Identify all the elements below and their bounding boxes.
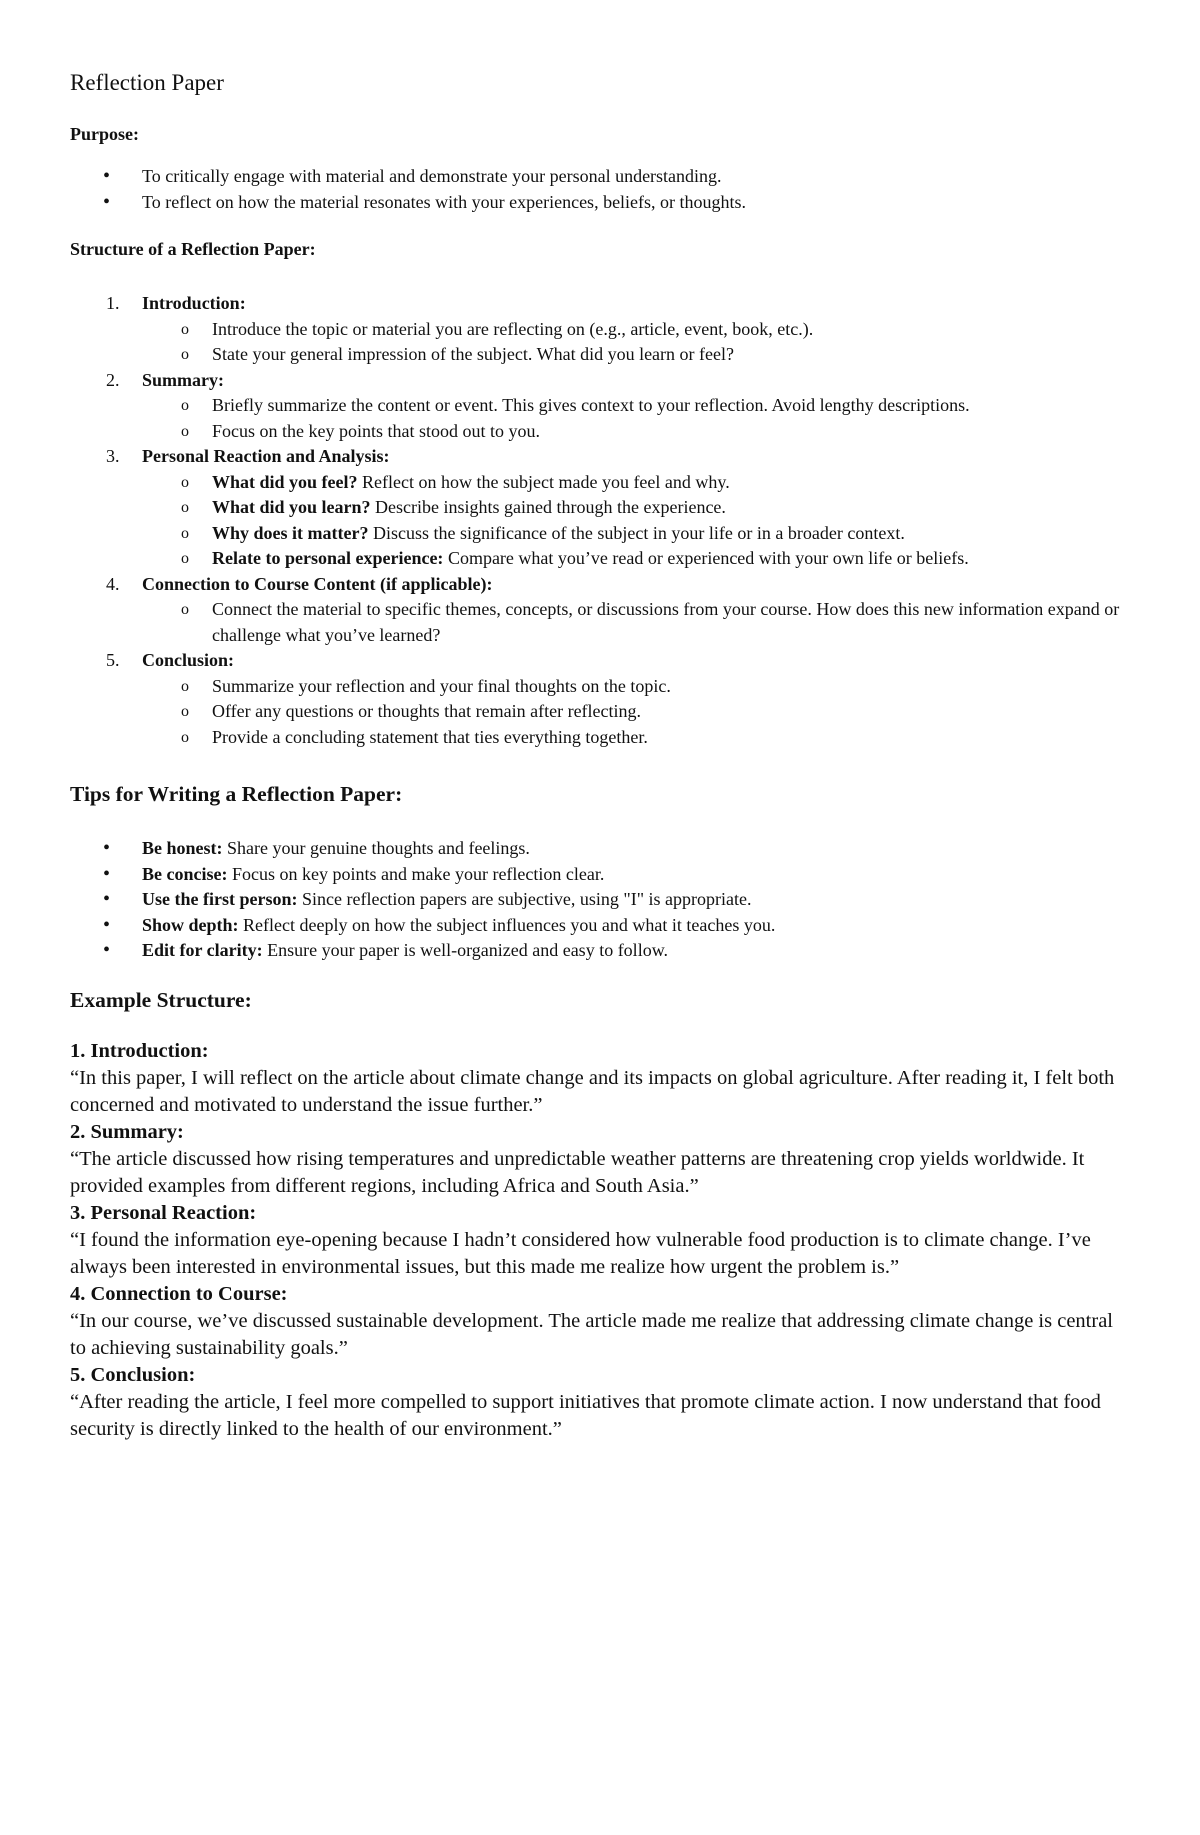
example-section-title: 2. Summary: bbox=[70, 1120, 184, 1143]
step-item bbox=[142, 317, 1130, 343]
example-section-title: 4. Connection to Course: bbox=[70, 1282, 288, 1305]
example-section-title: 1. Introduction: bbox=[70, 1039, 209, 1062]
step-title: Personal Reaction and Analysis: bbox=[142, 446, 390, 466]
step-title: Connection to Course Content (if applicable): bbox=[142, 573, 493, 594]
step-items bbox=[142, 393, 1130, 444]
step-item-text: Summarize your reflection and your final thoughts on the topic. bbox=[212, 675, 671, 696]
step-item-text: Discuss the significance of the subject in your life or in a broader context. bbox=[368, 522, 905, 543]
step-item-bold: What did you learn? bbox=[212, 497, 371, 517]
purpose-item: • To reflect on how the material resonates with your experiences, beliefs, or thoughts. bbox=[70, 190, 1130, 216]
step-item bbox=[142, 699, 1130, 725]
tip-text: Share your genuine thoughts and feelings. bbox=[222, 838, 530, 858]
tip-text: Ensure your paper is well-organized and easy to follow. bbox=[262, 940, 669, 960]
structure-step bbox=[70, 648, 1130, 750]
step-item bbox=[142, 419, 1130, 445]
step-number: 1. bbox=[106, 293, 120, 313]
step-item-text: Focus on the key points that stood out to you. bbox=[212, 420, 540, 441]
document-title: Reflection Paper bbox=[70, 70, 224, 95]
step-item-text: Compare what you’ve read or experienced with your own life or beliefs. bbox=[443, 548, 969, 568]
step-item-bold: Why does it matter? bbox=[212, 522, 369, 543]
tip-item bbox=[70, 938, 1130, 964]
document-page bbox=[70, 68, 1130, 1443]
step-item bbox=[142, 725, 1130, 751]
example-section-text: “In this paper, I will reflect on the article about climate change and its impacts on global agriculture. After reading it, I felt both concerned and motivated to understand the issue further.” bbox=[70, 1066, 1115, 1116]
structure-step bbox=[70, 368, 1130, 445]
step-item-text: State your general impression of the subject. What did you learn or feel? bbox=[212, 344, 734, 364]
tips-list bbox=[70, 836, 1130, 964]
step-item bbox=[142, 597, 1130, 648]
example-section-text: “The article discussed how rising temperatures and unpredictable weather patterns are threatening crop yields worldwide. It provided examples from different regions, including Africa and South Asia.” bbox=[70, 1147, 1085, 1197]
step-item-text: Describe insights gained through the experience. bbox=[370, 497, 726, 517]
step-items bbox=[142, 317, 1130, 368]
step-item-text: Provide a concluding statement that ties everything together. bbox=[212, 726, 648, 747]
step-items bbox=[142, 674, 1130, 751]
example-section-text: “In our course, we’ve discussed sustainable development. The article made me realize that addressing climate change is central to achieving sustainability goals.” bbox=[70, 1309, 1113, 1359]
step-item bbox=[142, 674, 1130, 700]
tip-bold: Use the first person: bbox=[142, 889, 298, 909]
step-items bbox=[142, 470, 1130, 572]
step-item-bold: Relate to personal experience: bbox=[212, 548, 444, 568]
step-item bbox=[142, 521, 1130, 547]
tip-bold: Show depth: bbox=[142, 914, 239, 935]
step-item-text: Connect the material to specific themes, concepts, or discussions from your course. How does this new information expand or challenge what you’ve learned? bbox=[212, 599, 1120, 645]
tip-item bbox=[70, 836, 1130, 862]
step-title: Introduction: bbox=[142, 293, 246, 313]
tip-text: Reflect deeply on how the subject influences you and what it teaches you. bbox=[238, 914, 776, 935]
step-item bbox=[142, 470, 1130, 496]
example-section-title: 5. Conclusion: bbox=[70, 1363, 196, 1386]
step-number: 4. bbox=[106, 573, 120, 594]
tip-item bbox=[70, 913, 1130, 939]
tip-text: Focus on key points and make your reflection clear. bbox=[227, 863, 605, 884]
step-item-text: Briefly summarize the content or event. This gives context to your reflection. Avoid lengthy descriptions. bbox=[212, 395, 970, 415]
step-item bbox=[142, 342, 1130, 368]
example-heading: Example Structure: bbox=[70, 987, 252, 1012]
step-item bbox=[142, 495, 1130, 521]
example-section-text: “After reading the article, I feel more compelled to support initiatives that promote climate action. I now understand that food security is directly linked to the health of our environment.” bbox=[70, 1390, 1101, 1440]
step-title: Conclusion: bbox=[142, 650, 235, 670]
step-item-text: Offer any questions or thoughts that remain after reflecting. bbox=[212, 701, 642, 721]
step-item-text: Introduce the topic or material you are reflecting on (e.g., article, event, book, etc.). bbox=[212, 318, 814, 339]
step-items bbox=[142, 597, 1130, 648]
tip-item bbox=[70, 887, 1130, 913]
example-section-title: 3. Personal Reaction: bbox=[70, 1201, 257, 1224]
example-section-text: “I found the information eye-opening because I hadn’t considered how vulnerable food production is to climate change. I’ve always been interested in environmental issues, but this made me realize how urgent the problem is.” bbox=[70, 1228, 1091, 1278]
tip-bold: Edit for clarity: bbox=[142, 940, 263, 960]
step-item bbox=[142, 393, 1130, 419]
step-title: Summary: bbox=[142, 369, 224, 390]
tip-bold: Be honest: bbox=[142, 838, 223, 858]
tip-bold: Be concise: bbox=[142, 863, 228, 884]
example-sections bbox=[70, 1038, 1130, 1443]
step-item bbox=[142, 546, 1130, 572]
tip-text: Since reflection papers are subjective, using "I" is appropriate. bbox=[297, 889, 752, 909]
step-number: 5. bbox=[106, 650, 120, 670]
structure-step bbox=[70, 444, 1130, 572]
step-item-text: Reflect on how the subject made you feel and why. bbox=[357, 471, 730, 492]
tips-heading: Tips for Writing a Reflection Paper: bbox=[70, 782, 403, 806]
tip-item bbox=[70, 862, 1130, 888]
structure-label: Structure of a Reflection Paper: bbox=[70, 239, 316, 259]
step-number: 3. bbox=[106, 446, 120, 466]
purpose-label: Purpose: bbox=[70, 124, 139, 144]
structure-step bbox=[70, 291, 1130, 368]
structure-step bbox=[70, 572, 1130, 649]
step-number: 2. bbox=[106, 369, 120, 390]
structure-steps bbox=[70, 291, 1130, 750]
purpose-list bbox=[70, 164, 1130, 215]
step-item-bold: What did you feel? bbox=[212, 471, 358, 492]
purpose-item: • To critically engage with material and demonstrate your personal understanding. bbox=[70, 164, 1130, 190]
